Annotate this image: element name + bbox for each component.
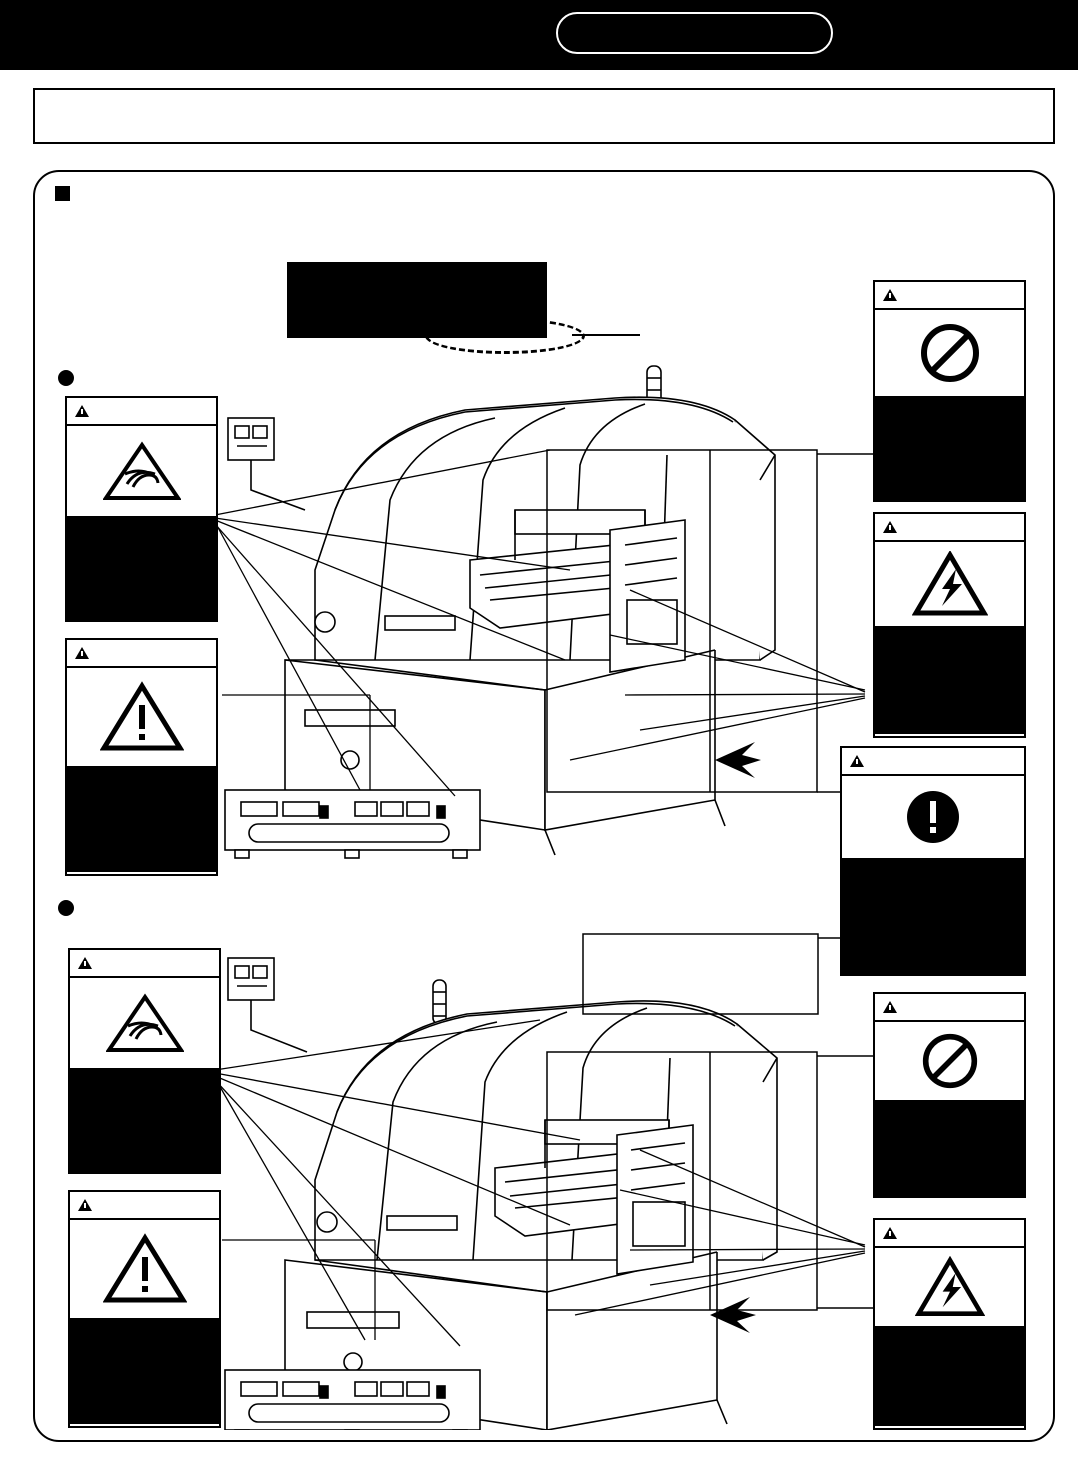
label-body-secondary xyxy=(875,448,1024,500)
label-electric-shock-lower xyxy=(873,1218,1026,1430)
label-prohibition-upper xyxy=(873,280,1026,502)
pictogram-electric-shock-icon xyxy=(875,1248,1024,1328)
alert-triangle-icon xyxy=(883,1227,897,1239)
label-body-secondary xyxy=(875,1376,1024,1426)
pictogram-mandatory-icon xyxy=(842,776,1024,860)
label-body-primary xyxy=(70,1070,219,1126)
nameplate-highlight-ellipse xyxy=(425,318,585,354)
alert-triangle-icon xyxy=(75,647,89,659)
label-prohibition-lower xyxy=(873,992,1026,1198)
alert-triangle-icon xyxy=(883,1001,897,1013)
label-body-secondary xyxy=(875,680,1024,734)
label-header xyxy=(875,514,1024,542)
label-hand-crush-upper xyxy=(65,396,218,622)
label-body-primary xyxy=(842,860,1024,920)
label-header xyxy=(875,994,1024,1022)
label-body-secondary xyxy=(67,828,216,872)
label-header xyxy=(70,950,219,978)
alert-triangle-icon xyxy=(883,289,897,301)
label-general-caution-upper xyxy=(65,638,218,876)
section-marker-icon xyxy=(55,186,70,201)
alert-triangle-icon xyxy=(78,957,92,969)
label-body-secondary xyxy=(875,1148,1024,1196)
label-header xyxy=(67,640,216,668)
pictogram-prohibition-icon xyxy=(875,1022,1024,1102)
label-body-primary xyxy=(875,1328,1024,1376)
label-body-primary xyxy=(67,768,216,828)
label-body-primary xyxy=(67,518,216,574)
label-body-secondary xyxy=(70,1126,219,1172)
label-hand-crush-lower xyxy=(68,948,221,1174)
title-bar xyxy=(33,88,1055,144)
pictogram-hand-crush-icon xyxy=(70,978,219,1070)
title-bar-label xyxy=(35,90,1053,102)
label-header xyxy=(67,398,216,426)
label-body-secondary xyxy=(70,1380,219,1424)
pictogram-general-caution-icon xyxy=(67,668,216,768)
label-body-primary xyxy=(875,628,1024,680)
label-header xyxy=(70,1192,219,1220)
label-header xyxy=(875,1220,1024,1248)
label-body-primary xyxy=(875,1102,1024,1148)
pictogram-hand-crush-icon xyxy=(67,426,216,518)
label-general-caution-lower xyxy=(68,1190,221,1428)
pictogram-electric-shock-icon xyxy=(875,542,1024,628)
label-electric-shock-upper xyxy=(873,512,1026,738)
alert-triangle-icon xyxy=(78,1199,92,1211)
alert-triangle-icon xyxy=(850,755,864,767)
nameplate-text xyxy=(288,263,546,275)
label-body-secondary xyxy=(67,574,216,620)
bullet-section-upper-icon xyxy=(58,370,74,386)
pictogram-prohibition-icon xyxy=(875,310,1024,398)
pictogram-general-caution-icon xyxy=(70,1220,219,1320)
alert-triangle-icon xyxy=(75,405,89,417)
bullet-section-lower-icon xyxy=(58,900,74,916)
alert-triangle-icon xyxy=(883,521,897,533)
header-tab xyxy=(556,12,833,54)
nameplate-leader-line xyxy=(572,334,640,336)
label-header xyxy=(875,282,1024,310)
header-band xyxy=(0,0,1078,70)
label-body-primary xyxy=(70,1320,219,1380)
label-body-primary xyxy=(875,398,1024,448)
label-header xyxy=(842,748,1024,776)
